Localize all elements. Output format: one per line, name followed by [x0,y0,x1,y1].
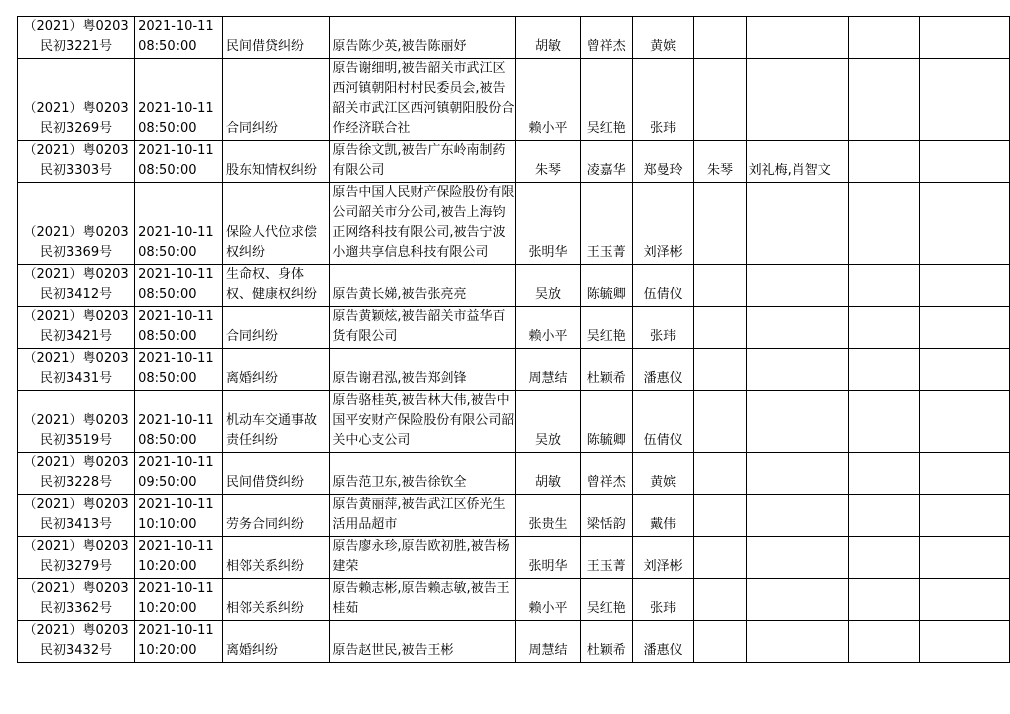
extra-cell-2 [746,579,849,621]
extra-cell-1 [694,17,746,59]
judge-cell: 赖小平 [516,579,580,621]
extra-cell-1 [694,537,746,579]
juror-2-cell: 黄嫔 [632,453,694,495]
case-number-cell: （2021）粤0203 民初3412号 [18,265,135,307]
extra-cell-2: 刘礼梅,肖智文 [746,141,849,183]
parties-cell: 原告赵世民,被告王彬 [330,621,516,663]
case-cause-cell: 民间借贷纠纷 [222,453,329,495]
juror-1-cell: 杜颖希 [580,349,632,391]
case-cause-cell: 股东知情权纠纷 [222,141,329,183]
extra-cell-3 [849,307,920,349]
table-row [18,621,1010,663]
table-row [18,141,1010,183]
extra-cell-3 [849,17,920,59]
case-cause-cell: 民间借贷纠纷 [222,17,329,59]
extra-cell-2 [746,391,849,453]
extra-cell-2 [746,59,849,141]
judge-cell: 张明华 [516,183,580,265]
extra-cell-2 [746,537,849,579]
extra-cell-3 [849,59,920,141]
case-cause-cell: 相邻关系纠纷 [222,579,329,621]
case-number-cell: （2021）粤0203 民初3228号 [18,453,135,495]
case-cause-cell: 劳务合同纠纷 [222,495,329,537]
hearing-time-cell: 2021-10-11 08:50:00 [135,17,223,59]
table-row [18,265,1010,307]
hearing-time-cell: 2021-10-11 10:20:00 [135,537,223,579]
juror-1-cell: 曾祥杰 [580,17,632,59]
parties-cell: 原告陈少英,被告陈丽妤 [330,17,516,59]
parties-cell: 原告徐文凯,被告广东岭南制药有限公司 [330,141,516,183]
judge-cell: 胡敏 [516,453,580,495]
case-number-cell: （2021）粤0203 民初3303号 [18,141,135,183]
juror-2-cell: 戴伟 [632,495,694,537]
juror-1-cell: 凌嘉华 [580,141,632,183]
extra-cell-1 [694,579,746,621]
parties-cell: 原告骆桂英,被告林大伟,被告中国平安财产保险股份有限公司韶关中心支公司 [330,391,516,453]
table-row [18,17,1010,59]
juror-1-cell: 吴红艳 [580,579,632,621]
case-number-cell: （2021）粤0203 民初3432号 [18,621,135,663]
hearing-time-cell: 2021-10-11 08:50:00 [135,59,223,141]
table-row [18,307,1010,349]
case-cause-cell: 离婚纠纷 [222,349,329,391]
extra-cell-3 [849,391,920,453]
parties-cell: 原告黄丽萍,被告武江区侨光生活用品超市 [330,495,516,537]
extra-cell-2 [746,265,849,307]
juror-2-cell: 张玮 [632,307,694,349]
table-row [18,579,1010,621]
hearing-time-cell: 2021-10-11 08:50:00 [135,391,223,453]
extra-cell-2 [746,17,849,59]
juror-2-cell: 潘惠仪 [632,621,694,663]
juror-1-cell: 王玉菁 [580,537,632,579]
extra-cell-3 [849,183,920,265]
parties-cell: 原告廖永珍,原告欧初胜,被告杨建荣 [330,537,516,579]
extra-cell-4 [920,265,1010,307]
extra-cell-3 [849,453,920,495]
juror-2-cell: 伍倩仪 [632,265,694,307]
case-cause-cell: 保险人代位求偿权纠纷 [222,183,329,265]
juror-1-cell: 梁恬韵 [580,495,632,537]
extra-cell-2 [746,453,849,495]
case-number-cell: （2021）粤0203 民初3279号 [18,537,135,579]
extra-cell-1: 朱琴 [694,141,746,183]
case-number-cell: （2021）粤0203 民初3519号 [18,391,135,453]
juror-2-cell: 郑曼玲 [632,141,694,183]
case-number-cell: （2021）粤0203 民初3369号 [18,183,135,265]
extra-cell-2 [746,183,849,265]
judge-cell: 周慧结 [516,621,580,663]
extra-cell-1 [694,307,746,349]
table-row [18,453,1010,495]
table-row [18,183,1010,265]
table-row [18,495,1010,537]
juror-1-cell: 吴红艳 [580,307,632,349]
case-cause-cell: 合同纠纷 [222,59,329,141]
juror-1-cell: 陈毓卿 [580,391,632,453]
juror-2-cell: 张玮 [632,59,694,141]
extra-cell-1 [694,453,746,495]
juror-1-cell: 王玉菁 [580,183,632,265]
case-number-cell: （2021）粤0203 民初3221号 [18,17,135,59]
hearing-time-cell: 2021-10-11 08:50:00 [135,307,223,349]
extra-cell-4 [920,391,1010,453]
extra-cell-1 [694,349,746,391]
juror-2-cell: 潘惠仪 [632,349,694,391]
extra-cell-4 [920,495,1010,537]
extra-cell-4 [920,307,1010,349]
parties-cell: 原告范卫东,被告徐钦全 [330,453,516,495]
juror-2-cell: 伍倩仪 [632,391,694,453]
case-number-cell: （2021）粤0203 民初3362号 [18,579,135,621]
parties-cell: 原告黄颖炫,被告韶关市益华百货有限公司 [330,307,516,349]
extra-cell-2 [746,495,849,537]
juror-2-cell: 刘泽彬 [632,183,694,265]
table-row [18,391,1010,453]
parties-cell: 原告谢细明,被告韶关市武江区西河镇朝阳村村民委员会,被告韶关市武江区西河镇朝阳股份合作经济联合社 [330,59,516,141]
hearing-time-cell: 2021-10-11 10:10:00 [135,495,223,537]
judge-cell: 朱琴 [516,141,580,183]
extra-cell-2 [746,621,849,663]
juror-2-cell: 张玮 [632,579,694,621]
extra-cell-3 [849,537,920,579]
hearing-time-cell: 2021-10-11 08:50:00 [135,141,223,183]
extra-cell-4 [920,621,1010,663]
case-number-cell: （2021）粤0203 民初3269号 [18,59,135,141]
extra-cell-3 [849,579,920,621]
extra-cell-1 [694,265,746,307]
table-row [18,349,1010,391]
extra-cell-4 [920,349,1010,391]
extra-cell-4 [920,579,1010,621]
case-number-cell: （2021）粤0203 民初3413号 [18,495,135,537]
extra-cell-3 [849,349,920,391]
judge-cell: 胡敏 [516,17,580,59]
extra-cell-3 [849,495,920,537]
extra-cell-3 [849,265,920,307]
table-row [18,537,1010,579]
judge-cell: 张贵生 [516,495,580,537]
extra-cell-4 [920,17,1010,59]
hearing-schedule-table [17,16,1010,663]
judge-cell: 赖小平 [516,307,580,349]
judge-cell: 吴放 [516,265,580,307]
hearing-schedule-sheet [17,16,1010,663]
case-cause-cell: 合同纠纷 [222,307,329,349]
judge-cell: 吴放 [516,391,580,453]
case-cause-cell: 离婚纠纷 [222,621,329,663]
extra-cell-1 [694,59,746,141]
extra-cell-3 [849,141,920,183]
extra-cell-1 [694,621,746,663]
juror-1-cell: 杜颖希 [580,621,632,663]
extra-cell-1 [694,495,746,537]
juror-1-cell: 陈毓卿 [580,265,632,307]
hearing-time-cell: 2021-10-11 08:50:00 [135,183,223,265]
case-cause-cell: 机动车交通事故责任纠纷 [222,391,329,453]
extra-cell-4 [920,183,1010,265]
case-cause-cell: 生命权、身体权、健康权纠纷 [222,265,329,307]
case-number-cell: （2021）粤0203 民初3421号 [18,307,135,349]
extra-cell-4 [920,453,1010,495]
hearing-time-cell: 2021-10-11 09:50:00 [135,453,223,495]
table-body [18,17,1010,663]
juror-2-cell: 刘泽彬 [632,537,694,579]
extra-cell-4 [920,59,1010,141]
extra-cell-4 [920,141,1010,183]
parties-cell: 原告赖志彬,原告赖志敏,被告王桂茹 [330,579,516,621]
hearing-time-cell: 2021-10-11 08:50:00 [135,265,223,307]
juror-1-cell: 吴红艳 [580,59,632,141]
judge-cell: 张明华 [516,537,580,579]
judge-cell: 周慧结 [516,349,580,391]
extra-cell-3 [849,621,920,663]
extra-cell-1 [694,391,746,453]
extra-cell-2 [746,307,849,349]
extra-cell-2 [746,349,849,391]
table-row [18,59,1010,141]
case-cause-cell: 相邻关系纠纷 [222,537,329,579]
judge-cell: 赖小平 [516,59,580,141]
parties-cell: 原告谢君泓,被告郑剑锋 [330,349,516,391]
parties-cell: 原告黄长娣,被告张亮亮 [330,265,516,307]
extra-cell-1 [694,183,746,265]
juror-2-cell: 黄嫔 [632,17,694,59]
case-number-cell: （2021）粤0203 民初3431号 [18,349,135,391]
extra-cell-4 [920,537,1010,579]
juror-1-cell: 曾祥杰 [580,453,632,495]
hearing-time-cell: 2021-10-11 10:20:00 [135,621,223,663]
hearing-time-cell: 2021-10-11 08:50:00 [135,349,223,391]
parties-cell: 原告中国人民财产保险股份有限公司韶关市分公司,被告上海钧正网络科技有限公司,被告宁波小遛共享信息科技有限公司 [330,183,516,265]
hearing-time-cell: 2021-10-11 10:20:00 [135,579,223,621]
